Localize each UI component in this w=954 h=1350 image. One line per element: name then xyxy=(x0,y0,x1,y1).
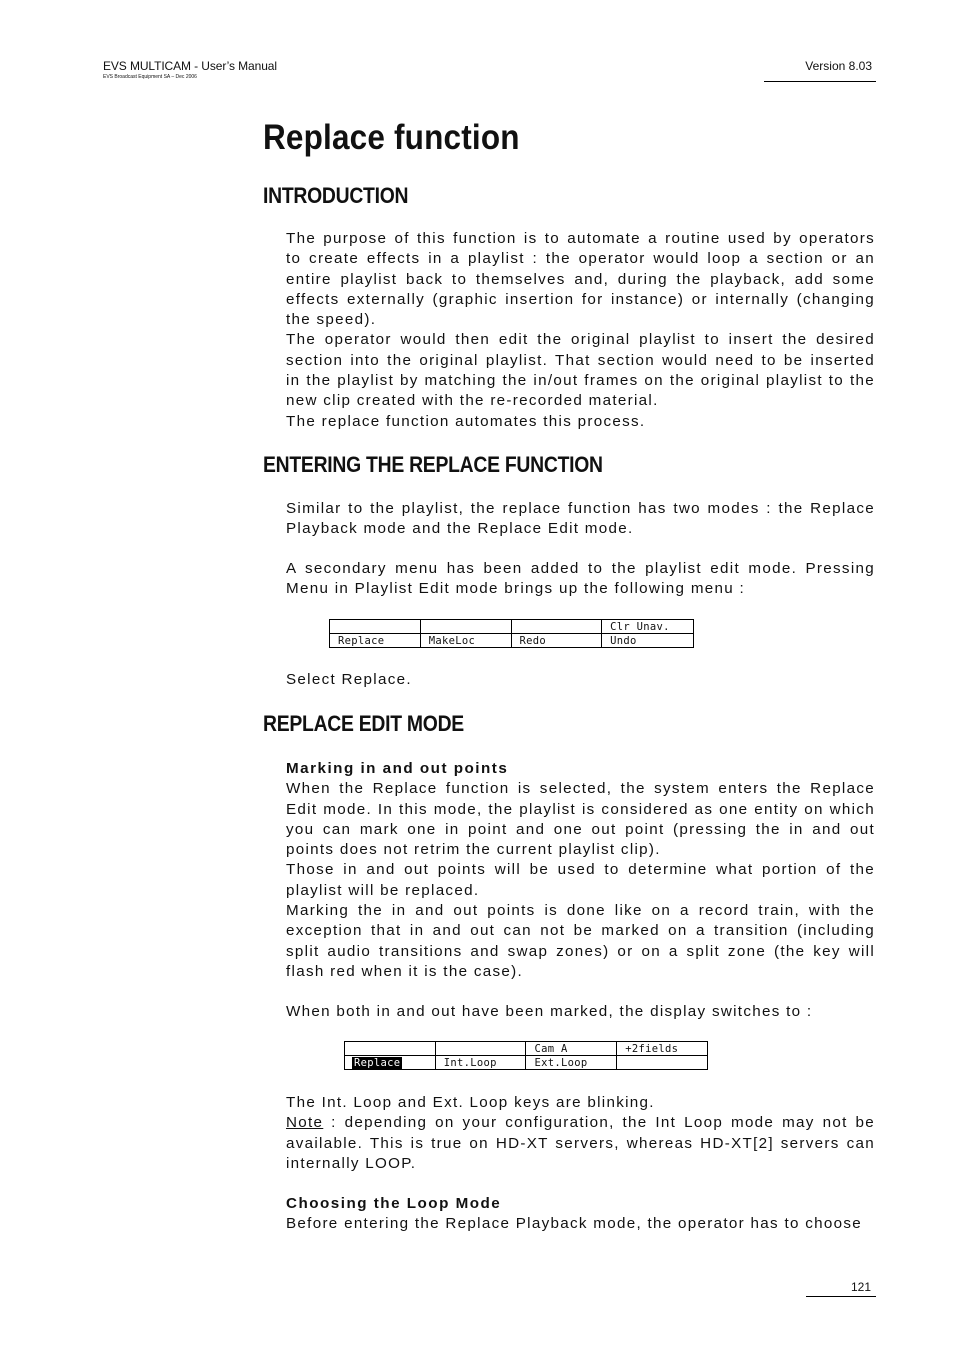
running-header xyxy=(103,59,277,80)
header-rule xyxy=(764,81,876,82)
replace-edit-paragraph-2: Those in and out points will be used to determine what portion of the playlist will be replaced. xyxy=(286,861,875,899)
replace-edit-paragraph-5: The Int. Loop and Ext. Loop keys are blinking. xyxy=(286,1094,655,1111)
menu-cell xyxy=(511,620,602,634)
subheading-marking-points: Marking in and out points xyxy=(286,760,509,777)
replace-highlight: Replace xyxy=(354,1056,401,1069)
subheading-loop-mode: Choosing the Loop Mode xyxy=(286,1195,502,1212)
menu-cell-cam-a: Cam A xyxy=(526,1042,617,1056)
entering-body-3 xyxy=(286,670,875,690)
entering-paragraph-3: Select Replace. xyxy=(286,671,412,688)
manual-title: EVS MULTICAM - User’s Manual xyxy=(103,59,277,73)
menu-row-bottom xyxy=(345,1056,708,1070)
entering-paragraph-1: Similar to the playlist, the replace function has two modes : the Replace Playback mode and the Replace Edit mode. xyxy=(286,500,875,538)
menu-cell-replace-selected xyxy=(345,1056,436,1070)
menu-cell-ext-loop: Ext.Loop xyxy=(526,1056,617,1070)
publisher-line: EVS Broadcast Equipment SA – Dec 2006 xyxy=(103,74,197,80)
page-title: Replace function xyxy=(263,118,520,157)
menu-cell-plus-2-fields: +2fields xyxy=(617,1042,708,1056)
menu-cell-undo: Undo xyxy=(602,634,694,648)
note-label: Note xyxy=(286,1114,324,1132)
intro-paragraph-1: The purpose of this function is to automate a routine used by operators to create effects in a playlist : the operator would loop a section or an entire playlist back to themselves and, during the playback, add some effects externally (graphic insertion for instance) or internally (changing the speed). xyxy=(286,230,875,329)
menu-row-bottom xyxy=(330,634,694,648)
entering-paragraph-2: A secondary menu has been added to the playlist edit mode. Pressing Menu in Playlist Edit mode brings up the following menu : xyxy=(286,560,875,598)
menu-cell xyxy=(345,1042,436,1056)
heading-introduction: INTRODUCTION xyxy=(263,183,409,208)
menu-cell-int-loop: Int.Loop xyxy=(435,1056,526,1070)
note-paragraph xyxy=(286,1113,875,1174)
replace-edit-body-1 xyxy=(286,759,875,982)
replace-edit-paragraph-4: When both in and out have been marked, the display switches to : xyxy=(286,1003,813,1020)
replace-edit-body-4 xyxy=(286,1194,875,1235)
menu-cell-clr-unav: Clr Unav. xyxy=(602,620,694,634)
heading-replace-edit-mode: REPLACE EDIT MODE xyxy=(263,711,464,736)
replace-edit-body-2 xyxy=(286,1002,875,1022)
intro-paragraph-2: The operator would then edit the original playlist to insert the desired section into the original playlist. That section would need to be inserted in the playlist by matching the in/out frames on the original playlist to the new clip created with the re-recorded material. xyxy=(286,331,875,410)
introduction-body xyxy=(286,229,875,432)
replace-edit-paragraph-6: Before entering the Replace Playback mode, the operator has to choose xyxy=(286,1215,863,1233)
footer-rule xyxy=(806,1296,876,1297)
menu-cell-redo: Redo xyxy=(511,634,602,648)
menu-row-top xyxy=(330,620,694,634)
menu-row-top xyxy=(345,1042,708,1056)
heading-entering-replace: ENTERING THE REPLACE FUNCTION xyxy=(263,452,603,477)
replace-edit-paragraph-3: Marking the in and out points is done like on a record train, with the exception that in and out can not be marked on a transition (including split audio transitions and swap zones) or on a split zone (the key will flash red when it is the case). xyxy=(286,902,875,980)
replace-edit-body-3 xyxy=(286,1093,875,1174)
menu-cell-makeloc: MakeLoc xyxy=(420,634,511,648)
note-text: : depending on your configuration, the Int Loop mode may not be available. This is true on HD-XT servers, whereas HD-XT[2] servers can internally LOOP. xyxy=(286,1114,875,1172)
replace-edit-menu-table xyxy=(344,1041,708,1070)
menu-cell xyxy=(420,620,511,634)
menu-cell xyxy=(435,1042,526,1056)
menu-cell xyxy=(330,620,421,634)
menu-cell-replace: Replace xyxy=(330,634,421,648)
version-label: Version 8.03 xyxy=(805,59,872,73)
intro-paragraph-3: The replace function automates this process. xyxy=(286,412,646,430)
menu-cell xyxy=(617,1056,708,1070)
playlist-edit-menu-table xyxy=(329,619,694,648)
page-number: 121 xyxy=(851,1280,872,1294)
replace-edit-paragraph-1: When the Replace function is selected, the system enters the Replace Edit mode. In this mode, the playlist is considered as one entity on which you can mark one in point and one out point (pressing the in and out points does not retrim the current playlist clip). xyxy=(286,780,875,859)
entering-body-1 xyxy=(286,499,875,540)
entering-body-2 xyxy=(286,559,875,600)
